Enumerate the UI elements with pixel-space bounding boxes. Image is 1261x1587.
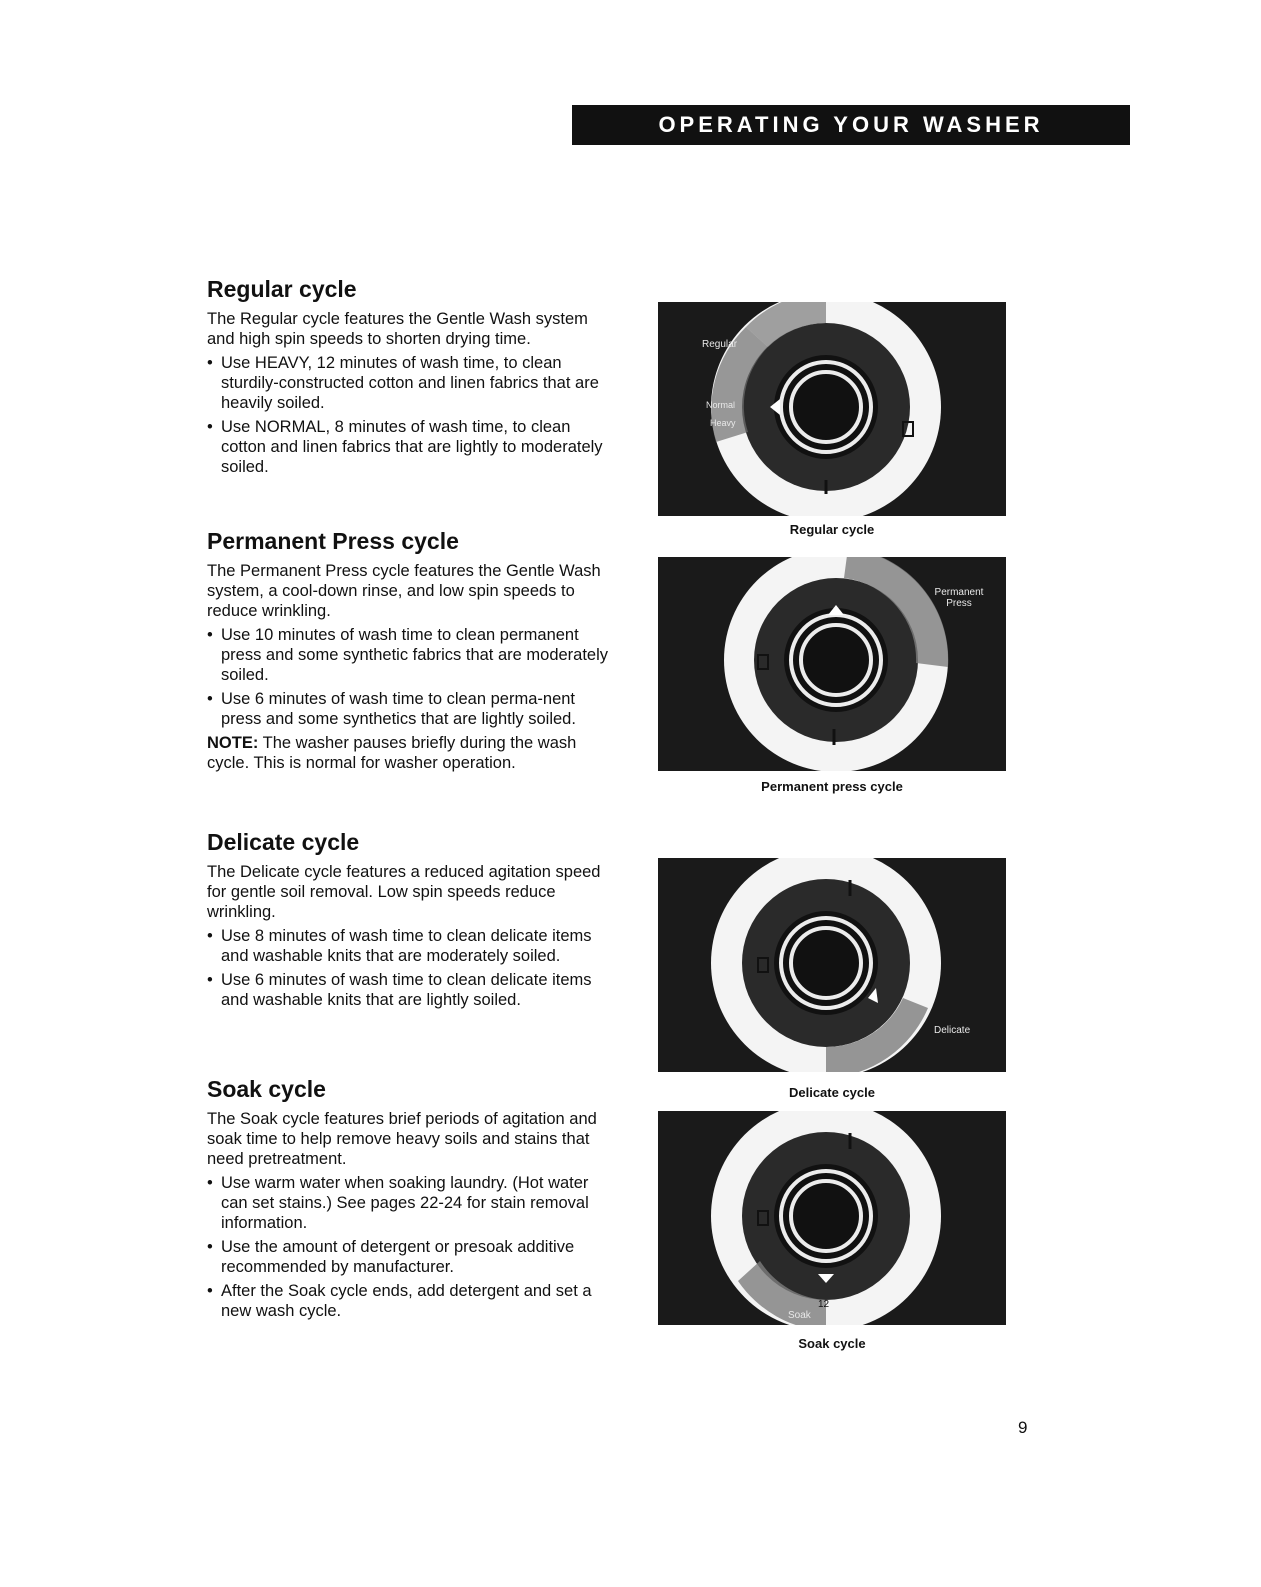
dial-label-heavy: Heavy [710,418,736,428]
permanent-press-heading: Permanent Press cycle [207,528,459,554]
dial-label-soak-minutes: 12 [818,1299,830,1310]
soak-cycle-dial-figure [658,1111,1006,1325]
delicate-cycle-section [207,828,617,1014]
note-text: The washer pauses briefly during the wash cycle. This is normal for washer operation. [207,734,577,772]
regular-cycle-intro: The Regular cycle features the Gentle Wash system and high spin speeds to shorten drying time. [207,310,588,348]
dial-label-permanent-press: Permanent Press [934,587,984,609]
note-label: NOTE: [207,734,259,752]
regular-cycle-dial-figure [658,302,1006,516]
delicate-cycle-caption: Delicate cycle [788,1085,875,1100]
section-header-bar [572,105,1130,145]
list-item: • Use the amount of detergent or presoak additive recommended by manufacturer. [207,1237,617,1277]
soak-cycle-intro: The Soak cycle features brief periods of agitation and soak time to help remove heavy soils and stains that need pretreatment. [207,1110,597,1168]
section-header-title: OPERATING YOUR WASHER [658,112,1044,137]
soak-cycle-caption: Soak cycle [798,1336,866,1351]
permanent-press-caption: Permanent press cycle [761,779,903,794]
delicate-cycle-intro: The Delicate cycle features a reduced agitation speed for gentle soil removal. Low spin speeds reduce wrinkling. [207,863,601,921]
list-item: • Use HEAVY, 12 minutes of wash time, to clean sturdily-constructed cotton and linen fabrics that are heavily soiled. [207,353,617,413]
washer-dial-icon [658,1111,1006,1325]
permanent-press-section [207,527,617,777]
list-item: • Use 8 minutes of wash time to clean delicate items and washable knits that are moderately soiled. [207,926,617,966]
dial-label-delicate: Delicate [934,1025,971,1036]
soak-cycle-section [207,1075,617,1325]
dial-label-normal: Normal [706,400,736,410]
permanent-press-bullets [207,625,617,729]
list-item: • Use 10 minutes of wash time to clean permanent press and some synthetic fabrics that are moderately soiled. [207,625,617,685]
regular-cycle-heading: Regular cycle [207,276,357,302]
permanent-press-note [207,733,617,773]
page-number: 9 [1018,1418,1028,1437]
regular-cycle-bullets [207,353,617,477]
delicate-cycle-dial-figure [658,858,1006,1072]
list-item: • Use 6 minutes of wash time to clean delicate items and washable knits that are lightly soiled. [207,970,617,1010]
permanent-press-intro: The Permanent Press cycle features the Gentle Wash system, a cool-down rinse, and low spin speeds to reduce wrinkling. [207,562,601,620]
dial-label-regular: Regular [702,339,738,350]
list-item: • After the Soak cycle ends, add detergent and set a new wash cycle. [207,1281,617,1321]
permanent-press-dial-figure [658,557,1006,771]
list-item: • Use warm water when soaking laundry. (Hot water can set stains.) See pages 22-24 for stain removal information. [207,1173,617,1233]
washer-dial-icon [658,858,1006,1072]
dial-label-soak: Soak [788,1310,811,1321]
list-item: • Use NORMAL, 8 minutes of wash time, to clean cotton and linen fabrics that are lightly to moderately soiled. [207,417,617,477]
list-item: • Use 6 minutes of wash time to clean perma-nent press and some synthetics that are lightly soiled. [207,689,617,729]
delicate-cycle-bullets [207,926,617,1010]
soak-cycle-bullets [207,1173,617,1321]
delicate-cycle-heading: Delicate cycle [207,829,360,855]
soak-cycle-heading: Soak cycle [207,1076,326,1102]
regular-cycle-section [207,275,617,481]
regular-cycle-caption: Regular cycle [789,522,875,537]
